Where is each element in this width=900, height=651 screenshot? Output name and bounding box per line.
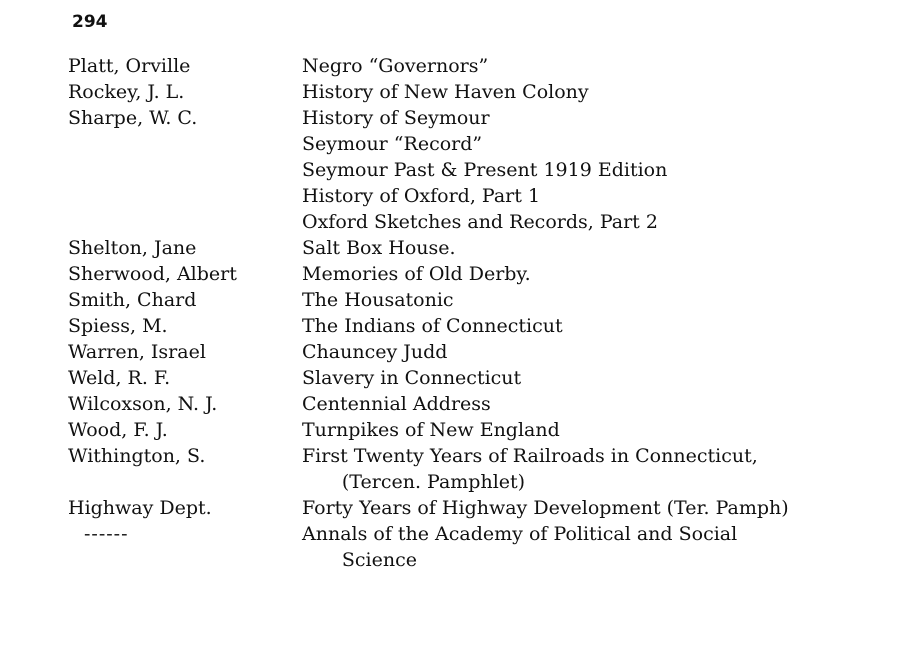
bibliography-entry <box>68 53 868 79</box>
entry-author: Shelton, Jane <box>68 237 197 259</box>
bibliography-entry <box>68 105 868 235</box>
page-number: 294 <box>72 12 108 32</box>
bibliography-entry <box>68 313 868 339</box>
entry-author: Wilcoxson, N. J. <box>68 393 218 415</box>
entry-author: Highway Dept. <box>68 497 212 519</box>
entry-title: Seymour “Record” <box>302 133 483 155</box>
entry-titles <box>302 495 812 521</box>
bibliography-entry <box>68 261 868 287</box>
entry-title: History of Seymour <box>302 107 490 129</box>
entry-title: Oxford Sketches and Records, Part 2 <box>302 211 658 233</box>
entry-title: History of Oxford, Part 1 <box>302 185 541 207</box>
entry-title: The Housatonic <box>302 289 454 311</box>
entry-titles <box>302 313 868 339</box>
bibliography-entry <box>68 79 868 105</box>
entry-title: The Indians of Connecticut <box>302 315 563 337</box>
entry-titles <box>302 521 812 573</box>
entry-titles <box>302 365 868 391</box>
entry-title: Centennial Address <box>302 393 491 415</box>
entry-titles <box>302 287 868 313</box>
entry-titles <box>302 79 868 105</box>
entry-author: Smith, Chard <box>68 289 197 311</box>
entry-author: Rockey, J. L. <box>68 81 185 103</box>
entry-titles <box>302 443 812 495</box>
entry-titles <box>302 235 868 261</box>
bibliography-entry <box>68 235 868 261</box>
entry-author: Wood, F. J. <box>68 419 168 441</box>
entry-title: Forty Years of Highway Development (Ter. Pamph) <box>302 497 789 519</box>
entry-titles <box>302 339 868 365</box>
bibliography-entry <box>68 521 868 573</box>
entry-author: Warren, Israel <box>68 341 206 363</box>
bibliography-list <box>68 53 868 573</box>
entry-title: Slavery in Connecticut <box>302 367 522 389</box>
bibliography-entry <box>68 391 868 417</box>
entry-title: Memories of Old Derby. <box>302 263 531 285</box>
entry-title: Salt Box House. <box>302 237 456 259</box>
entry-titles <box>302 105 868 235</box>
entry-author: Sherwood, Albert <box>68 263 237 285</box>
bibliography-entry <box>68 339 868 365</box>
entry-author: Weld, R. F. <box>68 367 171 389</box>
entry-title: Annals of the Academy of Political and Social Science <box>302 523 738 571</box>
entry-titles <box>302 391 868 417</box>
entry-author: Spiess, M. <box>68 315 168 337</box>
bibliography-entry <box>68 417 868 443</box>
entry-title: Negro “Governors” <box>302 55 489 77</box>
entry-title: Seymour Past & Present 1919 Edition <box>302 159 668 181</box>
entry-titles <box>302 261 868 287</box>
bibliography-entry <box>68 287 868 313</box>
entry-titles <box>302 53 868 79</box>
entry-author: Withington, S. <box>68 445 206 467</box>
entry-author: Platt, Orville <box>68 55 191 77</box>
entry-title: First Twenty Years of Railroads in Connecticut, (Tercen. Pamphlet) <box>302 445 758 493</box>
bibliography-entry <box>68 495 868 521</box>
bibliography-entry <box>68 443 868 495</box>
entry-title: Chauncey Judd <box>302 341 448 363</box>
entry-titles <box>302 417 868 443</box>
entry-title: Turnpikes of New England <box>302 419 560 441</box>
entry-author: Sharpe, W. C. <box>68 107 198 129</box>
entry-author: ------ <box>84 523 129 545</box>
entry-title: History of New Haven Colony <box>302 81 589 103</box>
bibliography-entry <box>68 365 868 391</box>
